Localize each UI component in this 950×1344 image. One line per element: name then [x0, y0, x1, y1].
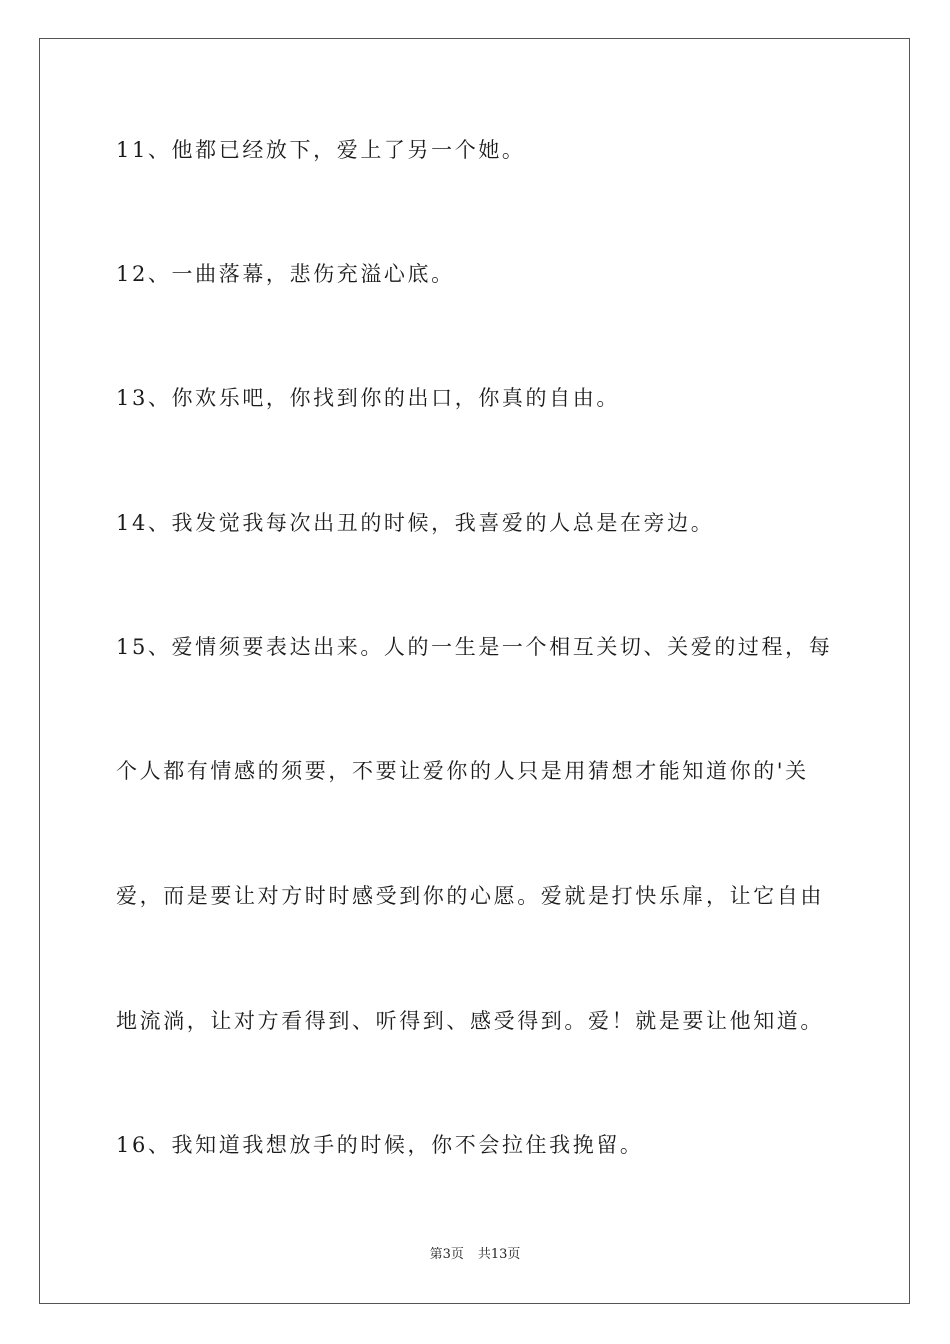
- page-number: 第3页: [429, 1247, 464, 1262]
- text-line-15b: 个人都有情感的须要，不要让爱你的人只是用猜想才能知道你的'关: [116, 759, 809, 783]
- text-line-13: 13、你欢乐吧，你找到你的出口，你真的自由。: [116, 386, 620, 410]
- page-footer: [0, 1246, 950, 1264]
- text-line-16: 16、我知道我想放手的时候，你不会拉住我挽留。: [116, 1133, 644, 1157]
- text-line-14: 14、我发觉我每次出丑的时候，我喜爱的人总是在旁边。: [116, 511, 715, 535]
- text-line-15a: 15、爱情须要表达出来。人的一生是一个相互关切、关爱的过程，每: [116, 635, 833, 659]
- text-line-11: 11、他都已经放下，爱上了另一个她。: [116, 138, 526, 162]
- page-border: [39, 38, 910, 1304]
- page-total: 共13页: [477, 1247, 521, 1262]
- text-line-15c: 爱，而是要让对方时时感受到你的心愿。爱就是打快乐扉，让它自由: [116, 884, 824, 908]
- text-line-15d: 地流淌，让对方看得到、听得到、感受得到。爱！就是要让他知道。: [116, 1009, 824, 1033]
- text-line-12: 12、一曲落幕，悲伤充溢心底。: [116, 262, 455, 286]
